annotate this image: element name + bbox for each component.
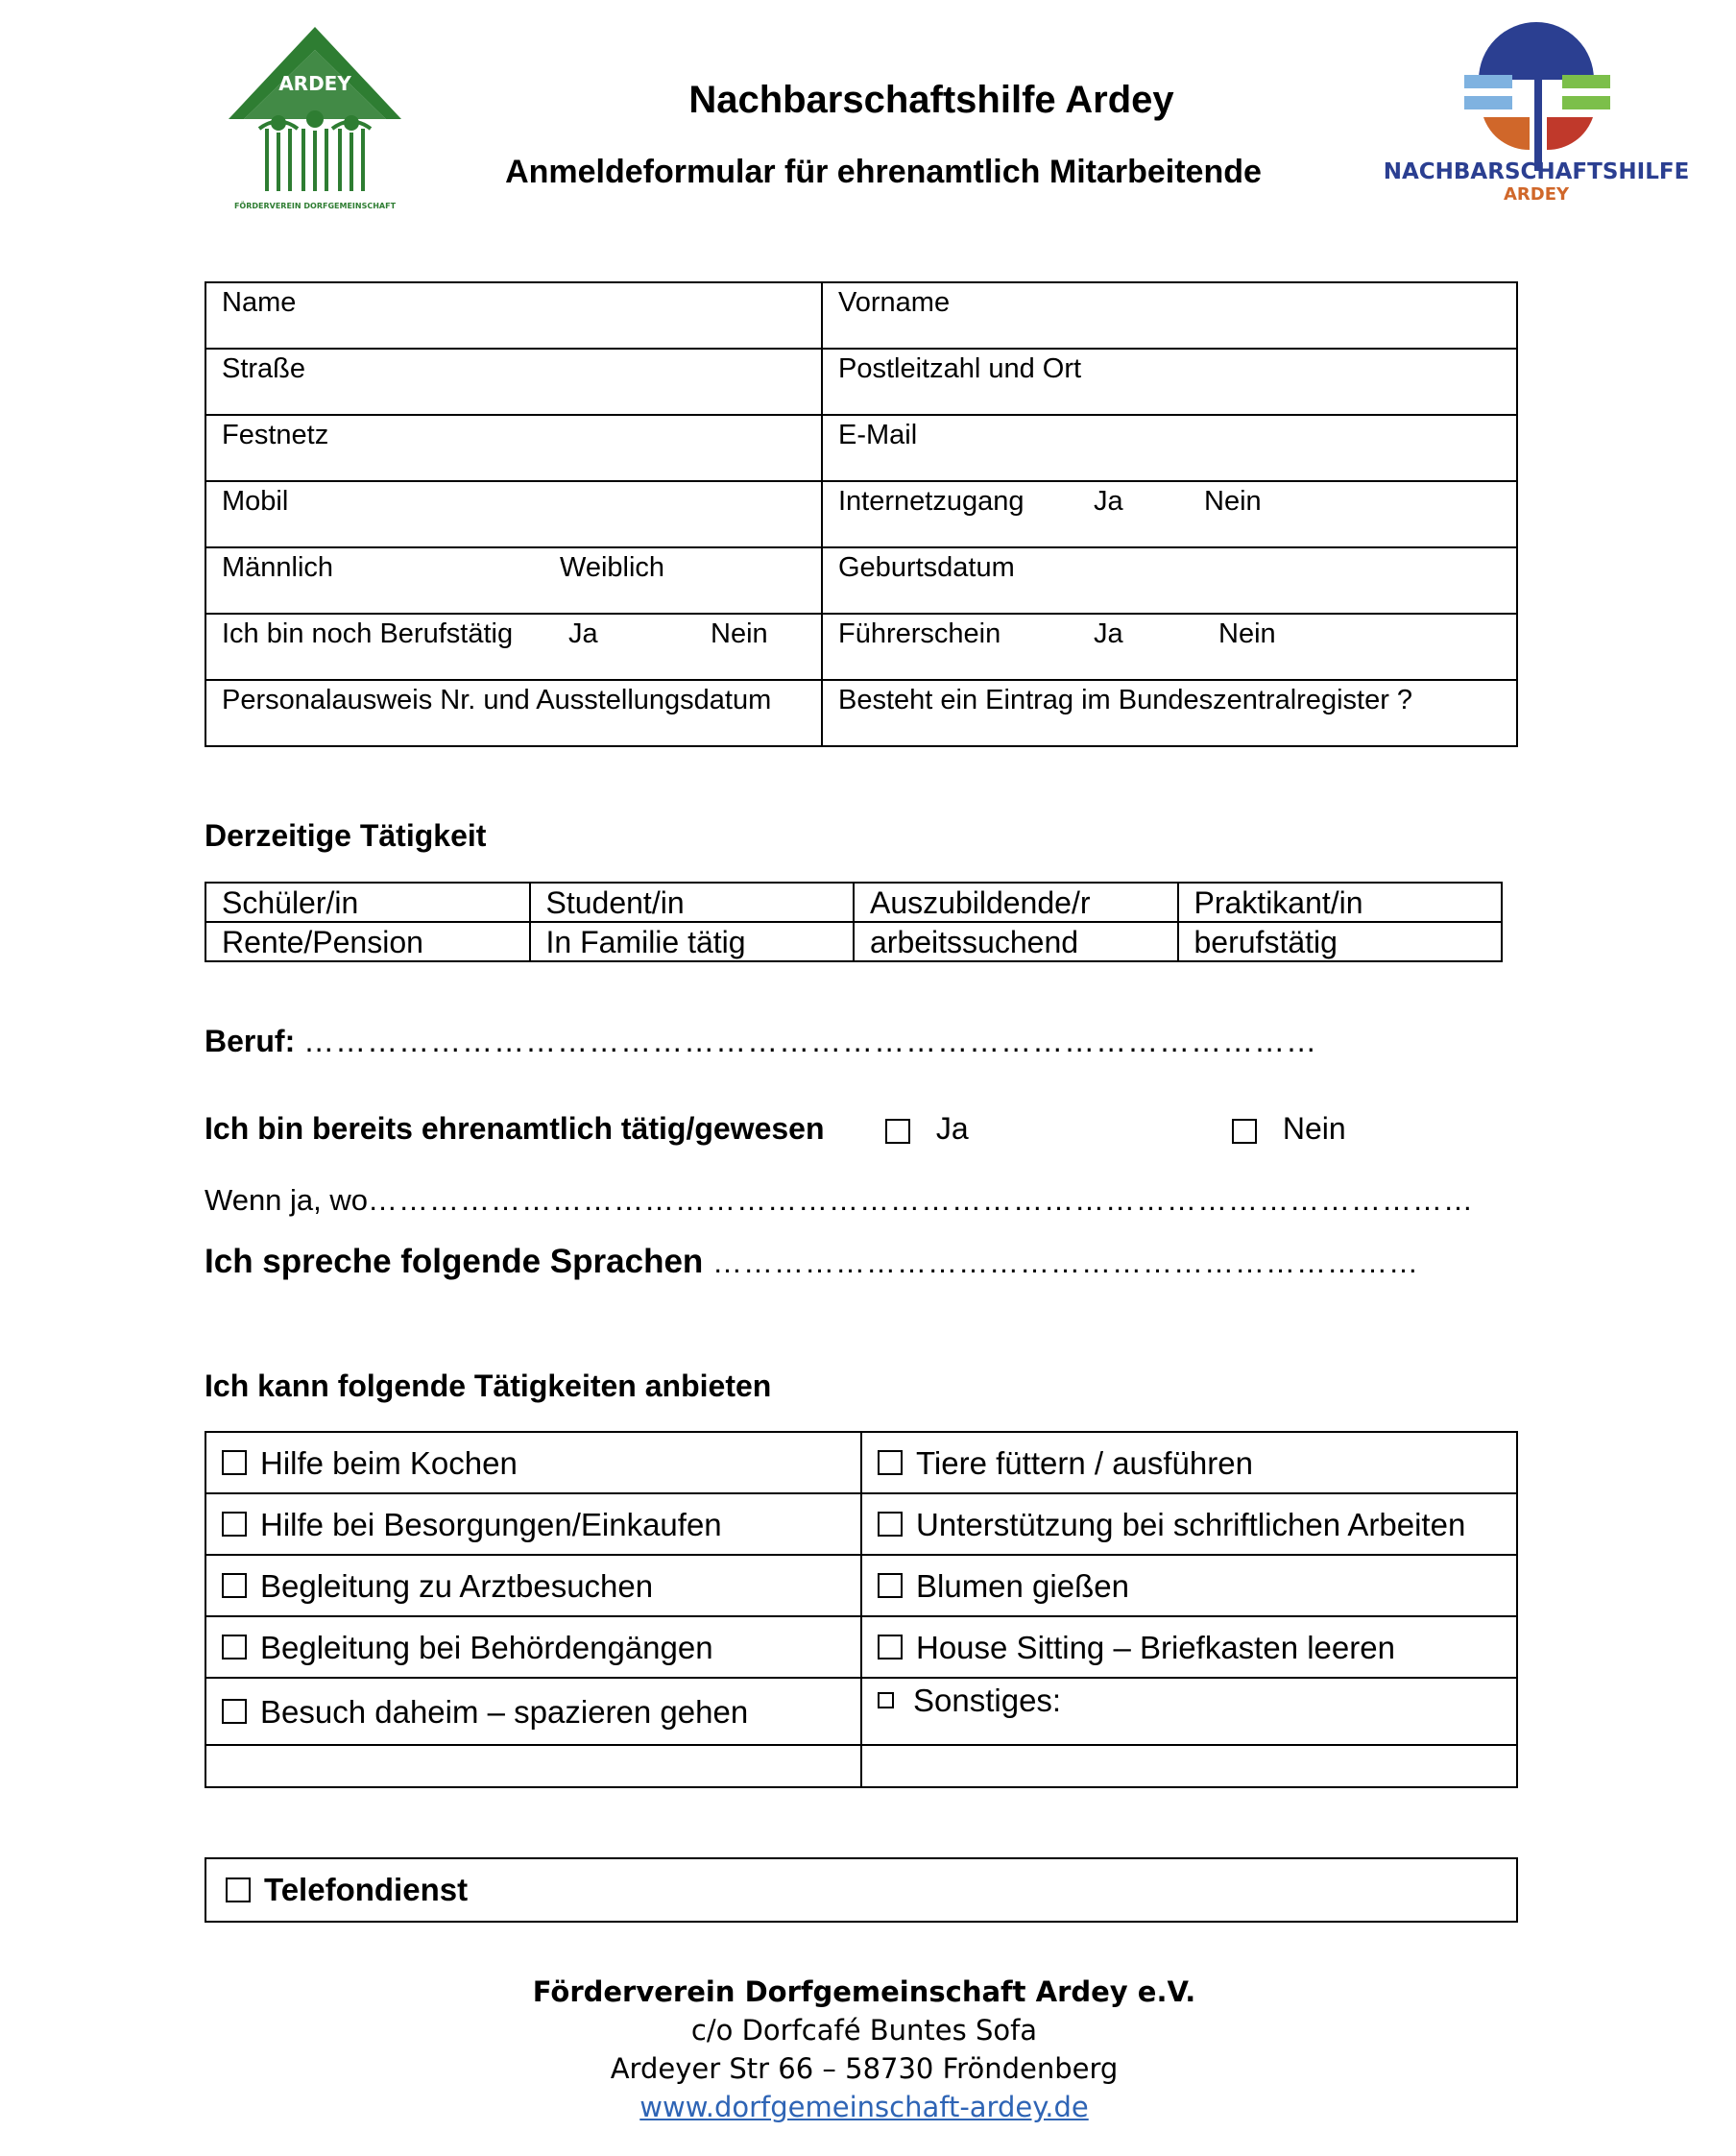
activity-option[interactable]: Student/in: [530, 883, 855, 922]
offer-heading: Ich kann folgende Tätigkeiten anbieten: [205, 1369, 772, 1403]
sprachen-dots: ……………………………………………………………: [712, 1246, 1420, 1279]
offer-table: [205, 1431, 1518, 1788]
geburtsdatum-label: Geburtsdatum: [838, 552, 1015, 583]
offer-checkbox[interactable]: [222, 1450, 247, 1475]
footer-org: Förderverein Dorfgemeinschaft Ardey e.V.: [532, 1975, 1196, 2008]
offer-item[interactable]: [861, 1493, 1517, 1555]
name-label: Name: [222, 287, 297, 318]
fuehrerschein-field: [822, 614, 1517, 680]
page-title: Nachbarschaftshilfe Ardey: [688, 79, 1174, 121]
personal-data-table: [205, 281, 1518, 747]
offer-label: Besuch daheim – spazieren gehen: [260, 1693, 749, 1730]
internet-ja-option[interactable]: Ja: [1094, 486, 1123, 517]
ehrenamt-nein-checkbox[interactable]: [1232, 1119, 1257, 1144]
berufstaetig-ja-option[interactable]: Ja: [568, 618, 598, 649]
activity-option[interactable]: In Familie tätig: [530, 922, 855, 961]
name-field[interactable]: [205, 282, 822, 349]
offer-label: Hilfe bei Besorgungen/Einkaufen: [260, 1506, 722, 1542]
ehrenamt-ja-checkbox[interactable]: [885, 1119, 910, 1144]
wenn-ja-label: Wenn ja, wo: [205, 1183, 369, 1217]
offer-checkbox[interactable]: [222, 1635, 247, 1659]
ehrenamt-ja-label: Ja: [935, 1111, 969, 1146]
email-label: E-Mail: [838, 420, 918, 450]
logo-right-sub: ARDEY: [1503, 184, 1570, 205]
offer-label: Sonstiges:: [913, 1683, 1062, 1718]
offer-label: Begleitung zu Arztbesuchen: [260, 1567, 654, 1604]
offer-checkbox[interactable]: [878, 1450, 903, 1475]
offer-item-sonstiges[interactable]: [861, 1678, 1517, 1745]
offer-item[interactable]: [205, 1432, 861, 1493]
plz-ort-field[interactable]: [822, 349, 1517, 415]
plz-ort-label: Postleitzahl und Ort: [838, 353, 1082, 384]
offer-label: Tiere füttern / ausführen: [916, 1444, 1253, 1481]
weiblich-option[interactable]: Weiblich: [560, 552, 665, 583]
fuehrerschein-label: Führerschein: [838, 618, 1001, 649]
geburtsdatum-field[interactable]: [822, 547, 1517, 614]
vorname-field[interactable]: [822, 282, 1517, 349]
ehrenamt-ja-option[interactable]: [885, 1111, 969, 1147]
offer-label: Hilfe beim Kochen: [260, 1444, 518, 1481]
offer-checkbox[interactable]: [878, 1692, 894, 1708]
activity-option[interactable]: Auszubildende/r: [854, 883, 1178, 922]
logo-left-text: ARDEY: [278, 72, 351, 95]
logo-right-text: NACHBARSCHAFTSHILFE: [1383, 159, 1690, 184]
footer-co: c/o Dorfcafé Buntes Sofa: [690, 2014, 1038, 2047]
logo-left-caption: FÖRDERVEREIN DORFGEMEINSCHAFT: [233, 202, 397, 210]
activity-table: [205, 882, 1503, 962]
activity-option[interactable]: Rente/Pension: [205, 922, 530, 961]
offer-label: Blumen gießen: [916, 1567, 1129, 1604]
footer-website-link[interactable]: www.dorfgemeinschaft-ardey.de: [639, 2091, 1089, 2123]
offer-item[interactable]: [861, 1555, 1517, 1616]
offer-checkbox[interactable]: [222, 1573, 247, 1598]
activity-option[interactable]: Praktikant/in: [1178, 883, 1503, 922]
telefondienst-label: Telefondienst: [264, 1872, 469, 1907]
offer-item[interactable]: [861, 1432, 1517, 1493]
beruf-dots: ……………………………………………………………………………………: [303, 1024, 1318, 1058]
offer-checkbox[interactable]: [222, 1699, 247, 1724]
sprachen-label: Ich spreche folgende Sprachen: [205, 1243, 704, 1280]
offer-checkbox[interactable]: [878, 1512, 903, 1537]
internet-field: [822, 481, 1517, 547]
offer-item[interactable]: [205, 1678, 861, 1745]
festnetz-field[interactable]: [205, 415, 822, 481]
offer-label: House Sitting – Briefkasten leeren: [916, 1629, 1395, 1665]
telefondienst-checkbox[interactable]: [226, 1877, 251, 1902]
sprachen-line[interactable]: [205, 1243, 1419, 1281]
activity-option[interactable]: Schüler/in: [205, 883, 530, 922]
offer-label: Unterstützung bei schriftlichen Arbeiten: [916, 1506, 1466, 1542]
berufstaetig-field: [205, 614, 822, 680]
offer-checkbox[interactable]: [878, 1635, 903, 1659]
email-field[interactable]: [822, 415, 1517, 481]
strasse-label: Straße: [222, 353, 306, 384]
activity-option[interactable]: arbeitssuchend: [854, 922, 1178, 961]
internet-nein-option[interactable]: Nein: [1204, 486, 1262, 517]
offer-checkbox[interactable]: [222, 1512, 247, 1537]
maennlich-option[interactable]: Männlich: [222, 552, 334, 583]
geschlecht-field: [205, 547, 822, 614]
wenn-ja-dots: ………………………………………………………………………………………………: [368, 1183, 1475, 1217]
activity-option[interactable]: berufstätig: [1178, 922, 1503, 961]
ehrenamt-label: Ich bin bereits ehrenamtlich tätig/gewesen: [205, 1111, 825, 1146]
offer-item[interactable]: [861, 1616, 1517, 1678]
fuehrerschein-nein-option[interactable]: Nein: [1218, 618, 1276, 649]
berufstaetig-nein-option[interactable]: Nein: [711, 618, 768, 649]
vorname-label: Vorname: [838, 287, 951, 318]
ausweis-field[interactable]: [205, 680, 822, 746]
festnetz-label: Festnetz: [222, 420, 329, 450]
offer-item[interactable]: [205, 1493, 861, 1555]
internet-label: Internetzugang: [838, 486, 1025, 517]
telefondienst-option[interactable]: [205, 1857, 1518, 1923]
offer-item[interactable]: [205, 1616, 861, 1678]
activity-heading: Derzeitige Tätigkeit: [205, 818, 487, 853]
strasse-field[interactable]: [205, 349, 822, 415]
ehrenamt-nein-label: Nein: [1282, 1111, 1346, 1146]
mobil-field[interactable]: [205, 481, 822, 547]
bzr-label: Besteht ein Eintrag im Bundeszentralregister ?: [838, 685, 1413, 715]
wenn-ja-line[interactable]: [205, 1183, 1474, 1218]
mobil-label: Mobil: [222, 486, 289, 517]
beruf-line[interactable]: [205, 1024, 1317, 1059]
offer-empty-cell[interactable]: [861, 1745, 1517, 1787]
fuehrerschein-ja-option[interactable]: Ja: [1094, 618, 1123, 649]
beruf-label: Beruf:: [205, 1024, 296, 1058]
offer-item[interactable]: [205, 1555, 861, 1616]
bzr-field[interactable]: [822, 680, 1517, 746]
ehrenamt-nein-option[interactable]: [1232, 1111, 1346, 1147]
ausweis-label: Personalausweis Nr. und Ausstellungsdatum: [222, 685, 772, 715]
offer-empty-cell[interactable]: [205, 1745, 861, 1787]
page-subtitle: Anmeldeformular für ehrenamtlich Mitarbeitende: [505, 154, 1262, 190]
offer-checkbox[interactable]: [878, 1573, 903, 1598]
offer-label: Begleitung bei Behördengängen: [260, 1629, 713, 1665]
footer-address: Ardeyer Str 66 – 58730 Fröndenberg: [610, 2052, 1119, 2085]
berufstaetig-label: Ich bin noch Berufstätig: [222, 618, 514, 649]
